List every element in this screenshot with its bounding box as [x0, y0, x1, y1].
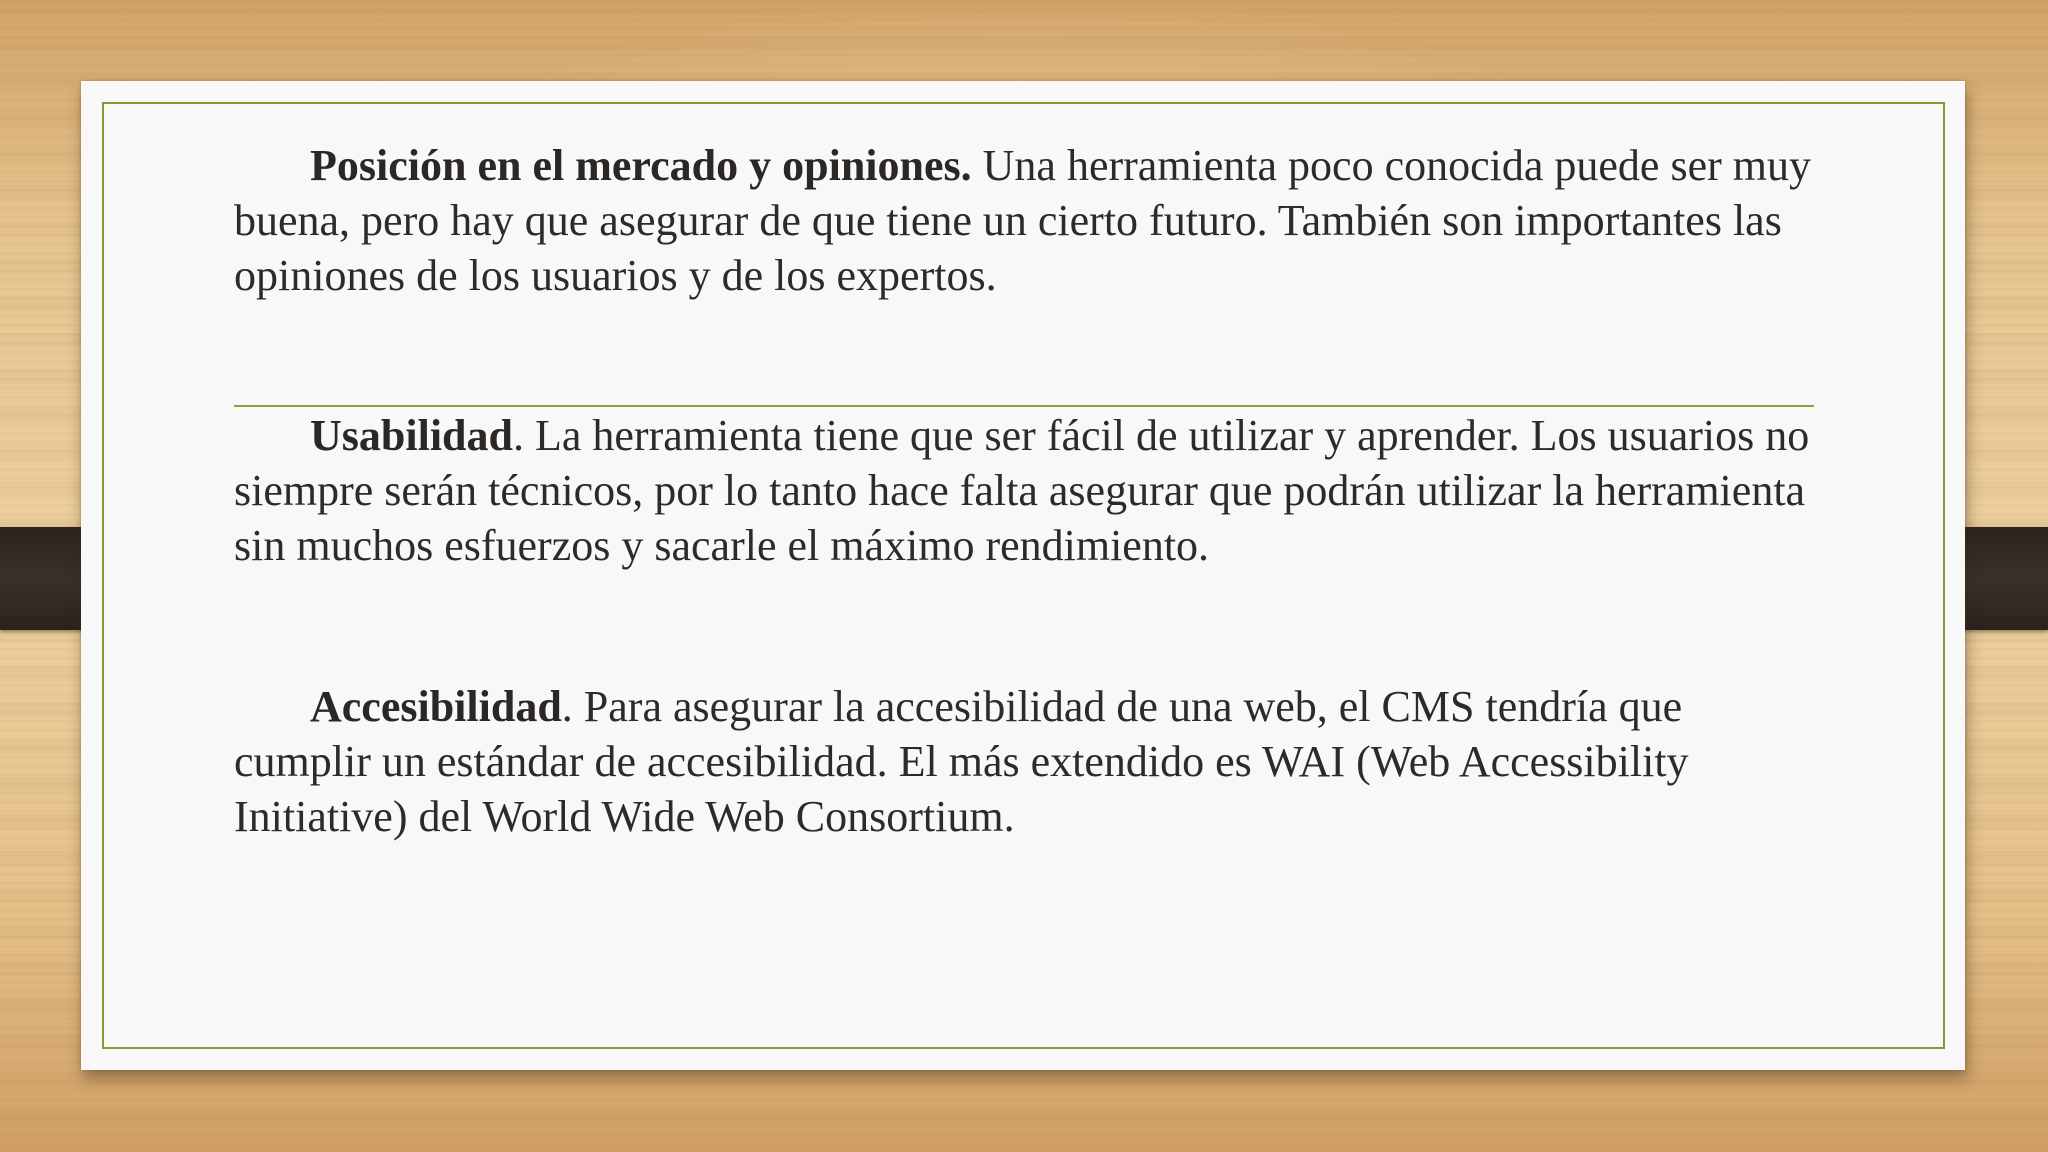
section-heading: Usabilidad — [310, 411, 513, 460]
section-divider — [234, 405, 1814, 407]
section-usability — [234, 408, 1814, 573]
section-body: Una herramienta poco conocida puede ser muy buena, pero hay que asegurar de que tiene un cierto futuro. También son importantes las opiniones de los usuarios y de los expertos. — [234, 141, 1811, 300]
section-market-position — [234, 138, 1814, 303]
section-heading: Posición en el mercado y opiniones. — [310, 141, 972, 190]
section-body: . La herramienta tiene que ser fácil de utilizar y aprender. Los usuarios no siempre serán técnicos, por lo tanto hace falta asegurar que podrán utilizar la herramienta sin muchos esfuerzos y sacarle el máximo rendimiento. — [234, 411, 1810, 570]
section-body: . Para asegurar la accesibilidad de una web, el CMS tendría que cumplir un estándar de accesibilidad. El más extendido es WAI (Web Accessibility Initiative) del World Wide Web Consortium. — [234, 682, 1689, 841]
section-accessibility — [234, 679, 1814, 844]
section-heading: Accesibilidad — [310, 682, 562, 731]
